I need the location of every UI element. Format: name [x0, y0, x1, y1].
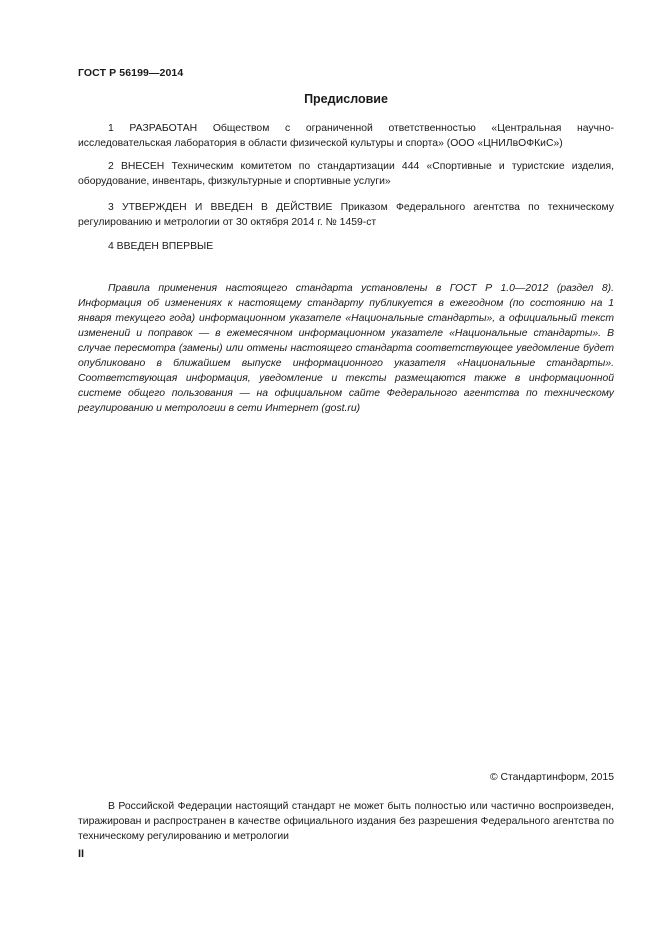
foreword-item-text: Обществом с ограниченной ответственностью «Центральная научно-исследовательская лаборатория в области физической культуры и спорта» (ООО «ЦНИЛвОФКиС») — [78, 123, 614, 149]
foreword-item-2 — [78, 159, 614, 189]
foreword-item-label: 2 ВНЕСЕН — [108, 161, 165, 172]
foreword-item-label: 1 РАЗРАБОТАН — [108, 123, 198, 134]
foreword-item-3 — [78, 200, 614, 230]
foreword-item-4 — [78, 239, 614, 254]
foreword-item-text: Приказом Федерального агентства по техническому регулированию и метрологии от 30 октября 2014 г. № 1459-ст — [78, 202, 615, 228]
reproduction-notice: В Российской Федерации настоящий стандарт не может быть полностью или частично воспроизведен, тиражирован и распространен в качестве официального издания без разрешения Федерального агентства по техническому регулированию и метрологии — [78, 801, 614, 842]
foreword-item-label: 3 УТВЕРЖДЕН И ВВЕДЕН В ДЕЙСТВИЕ — [108, 202, 333, 213]
foreword-item-1 — [78, 121, 614, 151]
foreword-item-text: Техническим комитетом по стандартизации 444 «Спортивные и туристские изделия, оборудование, инвентарь, физкультурные и спортивные услуги» — [78, 161, 615, 187]
standard-code: ГОСТ Р 56199—2014 — [78, 67, 184, 79]
copyright: © Стандартинформ, 2015 — [489, 772, 614, 783]
foreword-item-label: 4 ВВЕДЕН ВПЕРВЫЕ — [108, 241, 214, 252]
publication-note: Правила применения настоящего стандарта установлены в ГОСТ Р 1.0—2012 (раздел 8). Информация об изменениях к настоящему стандарту публикуется в ежегодном (по состоянию на 1 января текущего года) информационном указателе «Национальные стандарты», а официальный текст изменений и поправок — в ежемесячном информационном указателе «Национальные стандарты». В случае пересмотра (замены) или отмены настоящего стандарта соответствующее уведомление будет опубликовано в ближайшем выпуске информационного указателя «Национальные стандарты». Соответствующая информация, уведомление и тексты размещаются также в информационной системе общего пользования — на официальном сайте Федерального агентства по техническому регулированию и метрологии в сети Интернет (gost.ru) — [78, 283, 614, 414]
page-title: Предисловие — [304, 92, 388, 106]
page-number: II — [78, 848, 85, 860]
